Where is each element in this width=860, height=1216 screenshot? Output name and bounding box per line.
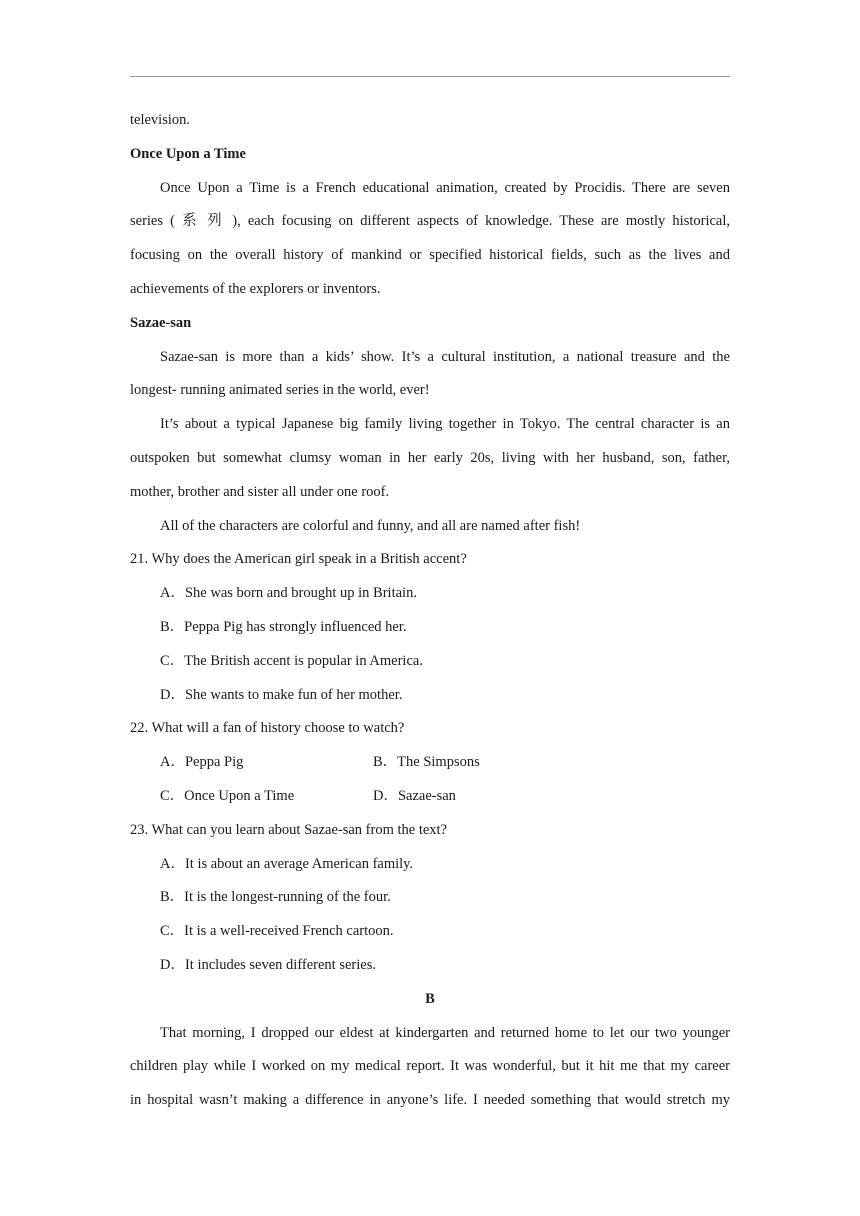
question-22-option-c: C．Once Upon a Time	[160, 787, 295, 804]
question-22-option-a: A．Peppa Pig	[160, 754, 244, 771]
question-22-stem: 22. What will a fan of history choose to watch?	[130, 720, 405, 737]
section-heading-b: B	[425, 990, 435, 1007]
paragraph-line: children play while I worked on my medical report. It was wonderful, but it hit me that my career	[130, 1058, 730, 1075]
paragraph-line: That morning, I dropped our eldest at kindergarten and returned home to let our two younger	[160, 1024, 730, 1041]
paragraph-line: Sazae-san is more than a kids’ show. It’s a cultural institution, a national treasure and the	[160, 348, 730, 365]
paragraph-line: in hospital wasn’t making a difference in anyone’s life. I needed something that would stretch my	[130, 1092, 730, 1109]
paragraph-line: It’s about a typical Japanese big family living together in Tokyo. The central character is an	[160, 416, 730, 433]
question-23-option-d: D．It includes seven different series.	[160, 956, 376, 973]
question-23-option-c: C．It is a well-received French cartoon.	[160, 923, 394, 940]
question-22-option-d: D．Sazae-san	[373, 787, 456, 804]
question-22-option-b: B．The Simpsons	[373, 754, 480, 771]
paragraph-line: All of the characters are colorful and funny, and all are named after fish!	[160, 517, 581, 534]
question-21-option-d: D．She wants to make fun of her mother.	[160, 686, 403, 703]
section-title-once-upon-a-time: Once Upon a Time	[130, 145, 246, 162]
paragraph-line: achievements of the explorers or inventors.	[130, 280, 381, 297]
section-title-sazae-san: Sazae-san	[130, 314, 192, 331]
question-21-option-b: B．Peppa Pig has strongly influenced her.	[160, 618, 407, 635]
paragraph-line: Once Upon a Time is a French educational animation, created by Procidis. There are seven	[160, 179, 730, 196]
question-21-option-c: C．The British accent is popular in America.	[160, 652, 423, 669]
question-23-stem: 23. What can you learn about Sazae-san from the text?	[130, 821, 447, 838]
question-22-options-row-2	[130, 780, 730, 814]
paragraph-line: mother, brother and sister all under one roof.	[130, 483, 390, 500]
question-23-option-a: A．It is about an average American family.	[160, 855, 414, 872]
question-21-option-a: A．She was born and brought up in Britain.	[160, 585, 417, 602]
paragraph-line: focusing on the overall history of mankind or specified historical fields, such as the lives and	[130, 247, 730, 264]
paragraph-line: television.	[130, 112, 191, 128]
paragraph-line: series ( 系 列 ), each focusing on different aspects of knowledge. These are mostly historical,	[130, 213, 730, 230]
question-23-option-b: B．It is the longest-running of the four.	[160, 889, 391, 906]
header-rule	[130, 76, 730, 77]
paragraph-line: outspoken but somewhat clumsy woman in her early 20s, living with her husband, son, father,	[130, 449, 730, 466]
question-22-options-row-1	[130, 746, 730, 780]
question-21-stem: 21. Why does the American girl speak in a British accent?	[130, 551, 467, 568]
paragraph-line: longest- running animated series in the world, ever!	[130, 382, 430, 399]
document-body	[130, 104, 730, 1118]
